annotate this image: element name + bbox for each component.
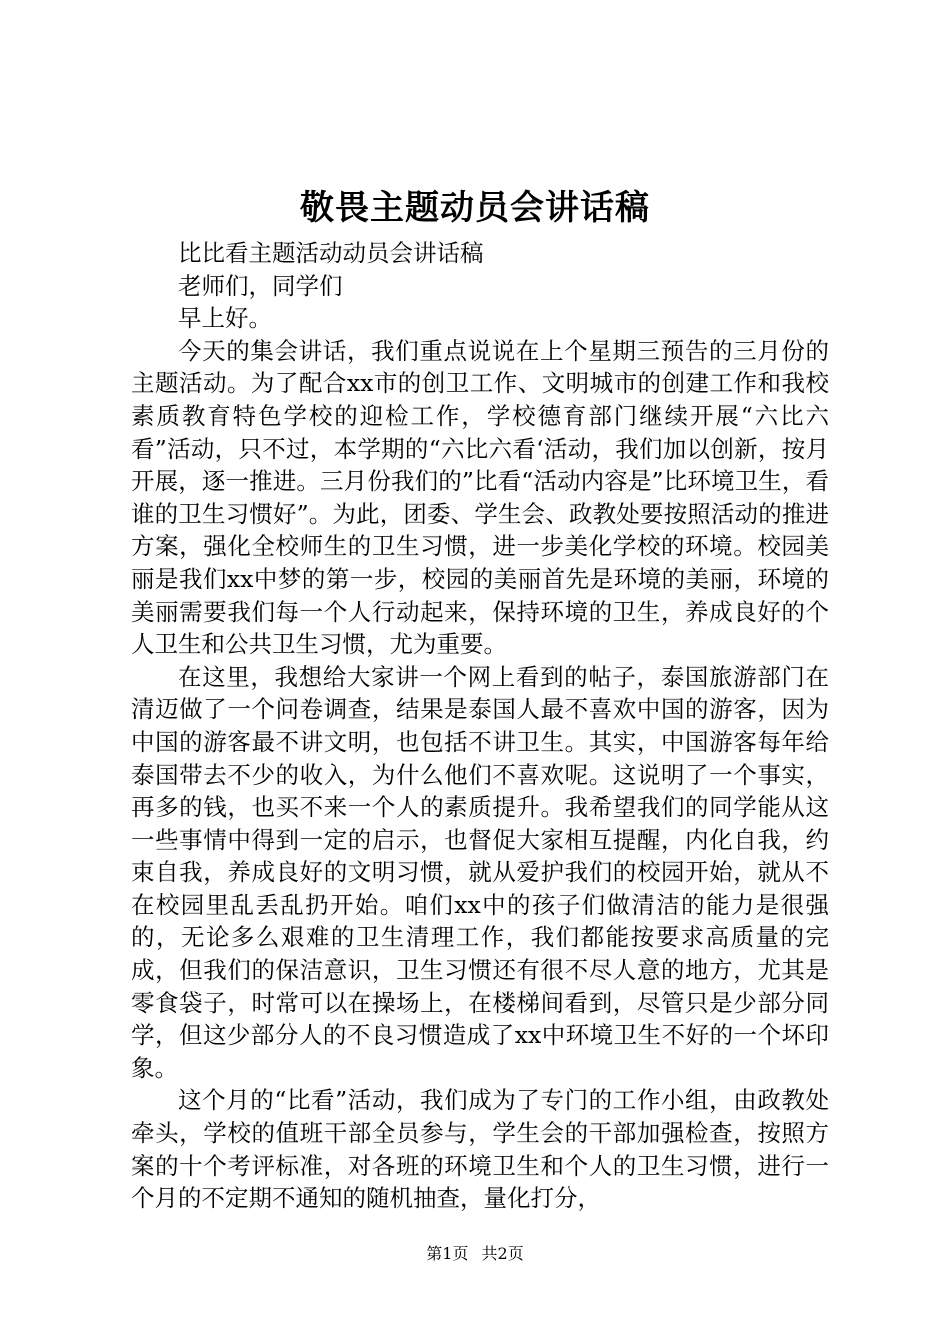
greeting-paragraph: 早上好。 — [178, 304, 272, 333]
page-number: 第1页 — [426, 1244, 469, 1263]
page-title: 敬畏主题动员会讲话稿 — [300, 188, 650, 228]
document-body — [131, 237, 829, 1215]
subtitle-paragraph: 比比看主题活动动员会讲话稿 — [178, 239, 484, 267]
body-paragraph: 在这里，我想给大家讲一个网上看到的帖子，泰国旅游部门在清迈做了一个问卷调查，结果是泰国人最不喜欢中国的游客，因为中国的游客最不讲文明，也包括不讲卫生。其实，中国游客每年给泰国带去不少的收入，为什么他们不喜欢呢。这说明了一个事实，再多的钱，也买不来一个人的素质提升。我希望我们的同学能从这一些事情中得到一定的启示，也督促大家相互提醒，内化自我，约束自我，养成良好的文明习惯，就从爱护我们的校园开始，就从不在校园里乱丢乱扔开始。咱们xx中的孩子们做清洁的能力是很强的，无论多么艰难的卫生清理工作，我们都能按要求高质量的完成，但我们的保洁意识，卫生习惯还有很不尽人意的地方，尤其是零食袋子，时常可以在操场上，在楼梯间看到，尽管只是少部分同学，但这少部分人的不良习惯造成了xx中环境卫生不好的一个坏印象。 — [131, 662, 829, 1082]
salutation-paragraph: 老师们，同学们 — [178, 271, 343, 300]
page-total: 共2页 — [481, 1244, 524, 1263]
page-footer — [0, 1244, 950, 1264]
body-paragraph: 今天的集会讲话，我们重点说说在上个星期三预告的三月份的主题活动。为了配合xx市的创卫工作、文明城市的创建工作和我校素质教育特色学校的迎检工作，学校德育部门继续开展“六比六看”活动，只不过，本学期的“六比六看‘活动，我们加以创新，按月开展，逐一推进。三月份我们的”比看“活动内容是”比环境卫生，看谁的卫生习惯好”。为此，团委、学生会、政教处要按照活动的推进方案，强化全校师生的卫生习惯，进一步美化学校的环境。校园美丽是我们xx中梦的第一步，校园的美丽首先是环境的美丽，环境的美丽需要我们每一个人行动起来，保持环境的卫生，养成良好的个人卫生和公共卫生习惯，尤为重要。 — [131, 336, 829, 659]
body-paragraph: 这个月的“比看”活动，我们成为了专门的工作小组，由政教处牵头，学校的值班干部全员参与，学生会的干部加强检查，按照方案的十个考评标准，对各班的环境卫生和个人的卫生习惯，进行一个月的不定期不通知的随机抽查，量化打分， — [131, 1086, 829, 1213]
